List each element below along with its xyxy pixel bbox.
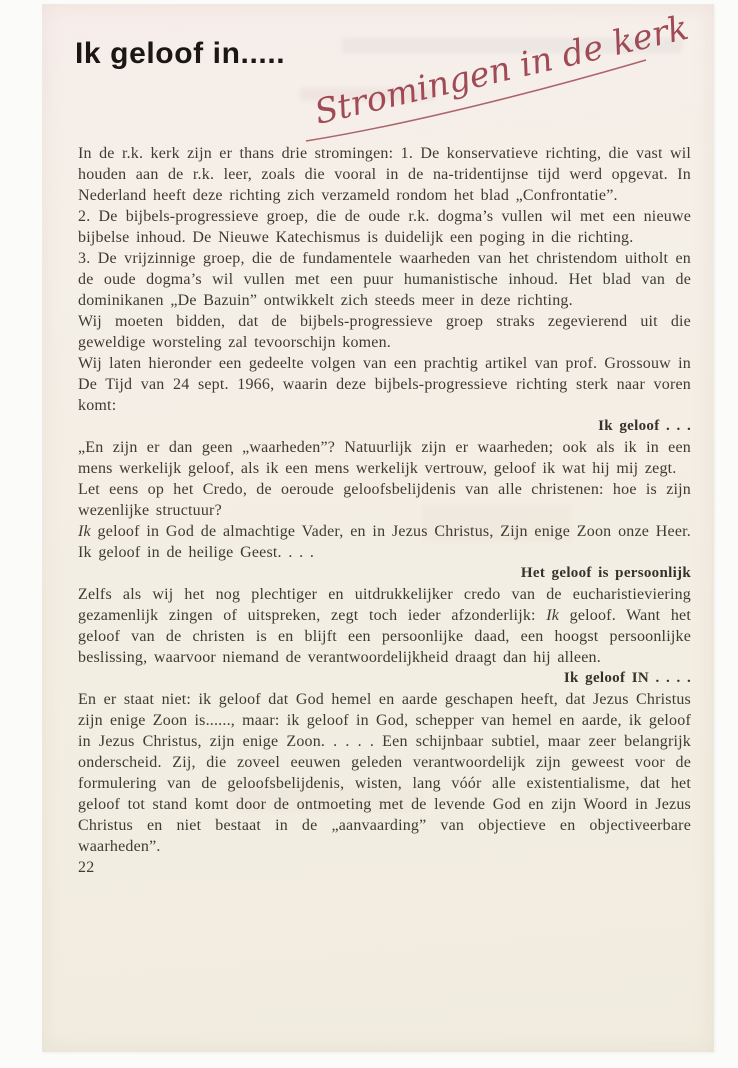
paragraph-credo: Let eens op het Credo, de oeroude geloofsbelijdenis van alle christenen: hoe is zijn wezenlijke structuur? — [78, 481, 691, 519]
page-number: 22 — [78, 859, 95, 876]
paragraph-group-2: 2. De bijbels-progressieve groep, die de oude r.k. dogma’s vullen wil met een nieuwe bijbelse inhoud. De Nieuwe Katechismus is duidelijk een poging in die richting. — [78, 208, 691, 246]
document-page — [42, 4, 714, 1052]
paragraph-segment: geloof. Want het geloof van de christen is en blijft een persoonlijke daad, een hoogst persoonlijke beslissing, waarvoor niemand de verantwoordelijkheid draagt dan hij alleen. — [78, 607, 691, 666]
paragraph-zelfs — [78, 584, 691, 668]
page-title: Ik geloof in..... — [75, 37, 286, 70]
paragraph-waarheden: „En zijn er dan geen „waarheden”? Natuurlijk zijn er waarheden; ook als ik in een mens werkelijk geloof, als ik een mens werkelijk vertrouw, geloof ik wat hij mij zegt. — [78, 439, 691, 477]
paragraph-segment: Zelfs als wij het nog plechtiger en uitdrukkelijker credo van de eucharistieviering gezamenlijk zingen of uitspreken, zegt toch ieder afzonderlijk: — [78, 586, 691, 624]
paragraph-rest: geloof in God de almachtige Vader, en in Jezus Christus, Zijn enige Zoon onze Heer. Ik geloof in de heilige Geest. . . . — [78, 523, 691, 561]
section-heading-persoonlijk: Het geloof is persoonlijk — [520, 565, 691, 581]
paragraph-group-3: 3. De vrijzinnige groep, die de fundamentele waarheden van het christendom uitholt en de oude dogma’s wil vullen met een puur humanistische inhoud. Het blad van de dominikanen „De Bazuin” ontwikkelt zich steeds meer in deze richting. — [78, 250, 691, 309]
paragraph-en-er-staat-niet: En er staat niet: ik geloof dat God hemel en aarde geschapen heeft, dat Jezus Christus zijn enige Zoon is......, maar: ik geloof in God, schepper van hemel en aarde, ik geloof in Jezus Christus, zijn enige Zoon. . . . . Een schijnbaar subtiel, maar zeer belangrijk onderscheid. Zij, die zoveel eeuwen geleden verantwoordelijk zijn geweest voor de formulering van de geloofsbelijdenis, wisten, lang vóór alle existentialisme, dat het geloof tot stand komt door de ontmoeting met de levende God en zijn Woord in Jezus Christus en niet bestaat in de „aanvaarding” van objectieve en objectiveerbare waarheden”. — [78, 691, 691, 855]
paragraph-intro: In de r.k. kerk zijn er thans drie stromingen: 1. De konservatieve richting, die vast wil houden aan de r.k. leer, zoals die vooral in de na-tridentijnse tijd werd opgevat. In Nederland heeft deze richting zich verzameld rondom het blad „Confrontatie”. — [78, 145, 691, 204]
italic-lead: Ik — [78, 523, 91, 540]
annotation-underline — [306, 60, 646, 141]
italic-word: Ik — [546, 607, 560, 624]
paragraph-ik-geloof-in-god — [78, 521, 691, 563]
section-heading-ik-geloof: Ik geloof . . . — [598, 418, 691, 434]
section-heading-ik-geloof-in: Ik geloof IN . . . . — [563, 670, 691, 686]
show-through-ghost — [300, 88, 435, 101]
paragraph-article-intro: Wij laten hieronder een gedeelte volgen van een prachtig artikel van prof. Grossouw in De Tijd van 24 sept. 1966, waarin deze bijbels-progressieve richting sterk naar voren komt: — [78, 355, 691, 414]
body-text-column — [78, 143, 691, 878]
paragraph-prayer: Wij moeten bidden, dat de bijbels-progressieve groep straks zegevierend uit die geweldige worsteling zal tevoorschijn komen. — [78, 313, 691, 351]
handwritten-annotation — [292, 4, 738, 154]
annotation-text: Stromingen in de kerk — [311, 6, 698, 133]
